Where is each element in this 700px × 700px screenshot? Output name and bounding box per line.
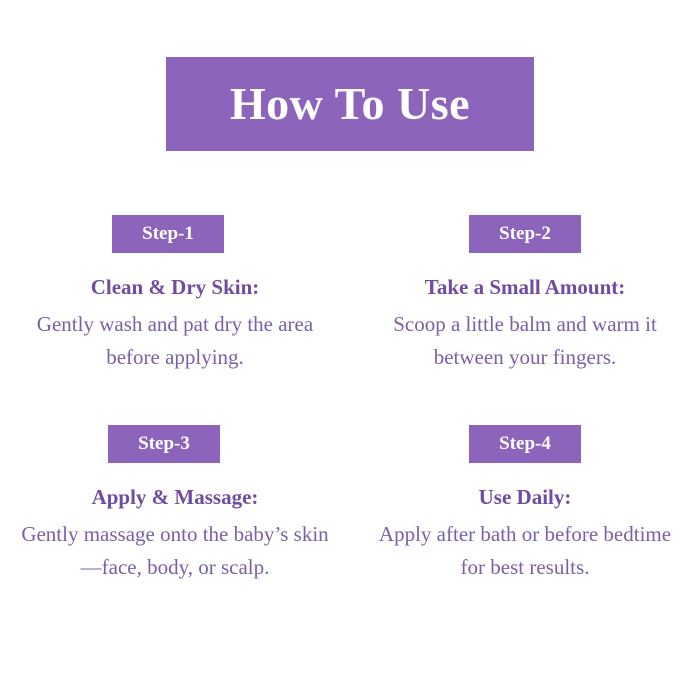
step-body-4: Apply after bath or before bedtime for best results.	[378, 522, 672, 580]
step-heading-3: Apply & Massage:	[91, 485, 259, 510]
step-item-1	[0, 215, 350, 373]
step-item-3	[0, 425, 350, 583]
step-body-3: Gently massage onto the baby’s skin—face, body, or scalp.	[21, 522, 329, 580]
step-heading-2: Take a Small Amount:	[424, 275, 626, 299]
step-heading-1: Clean & Dry Skin:	[90, 275, 260, 299]
steps-grid	[0, 215, 700, 584]
step-body-2: Scoop a little balm and warm it between your fingers.	[393, 312, 657, 369]
step-badge-1: Step-1	[112, 215, 224, 253]
page-title: How To Use	[229, 78, 471, 129]
step-badge-2: Step-2	[469, 215, 581, 253]
step-item-2	[350, 215, 700, 373]
step-badge-3: Step-3	[108, 425, 220, 463]
step-body-1: Gently wash and pat dry the area before applying.	[36, 312, 314, 369]
step-badge-4: Step-4	[469, 425, 581, 463]
title-banner	[166, 57, 534, 151]
step-item-4	[350, 425, 700, 583]
step-heading-4: Use Daily:	[478, 485, 572, 510]
